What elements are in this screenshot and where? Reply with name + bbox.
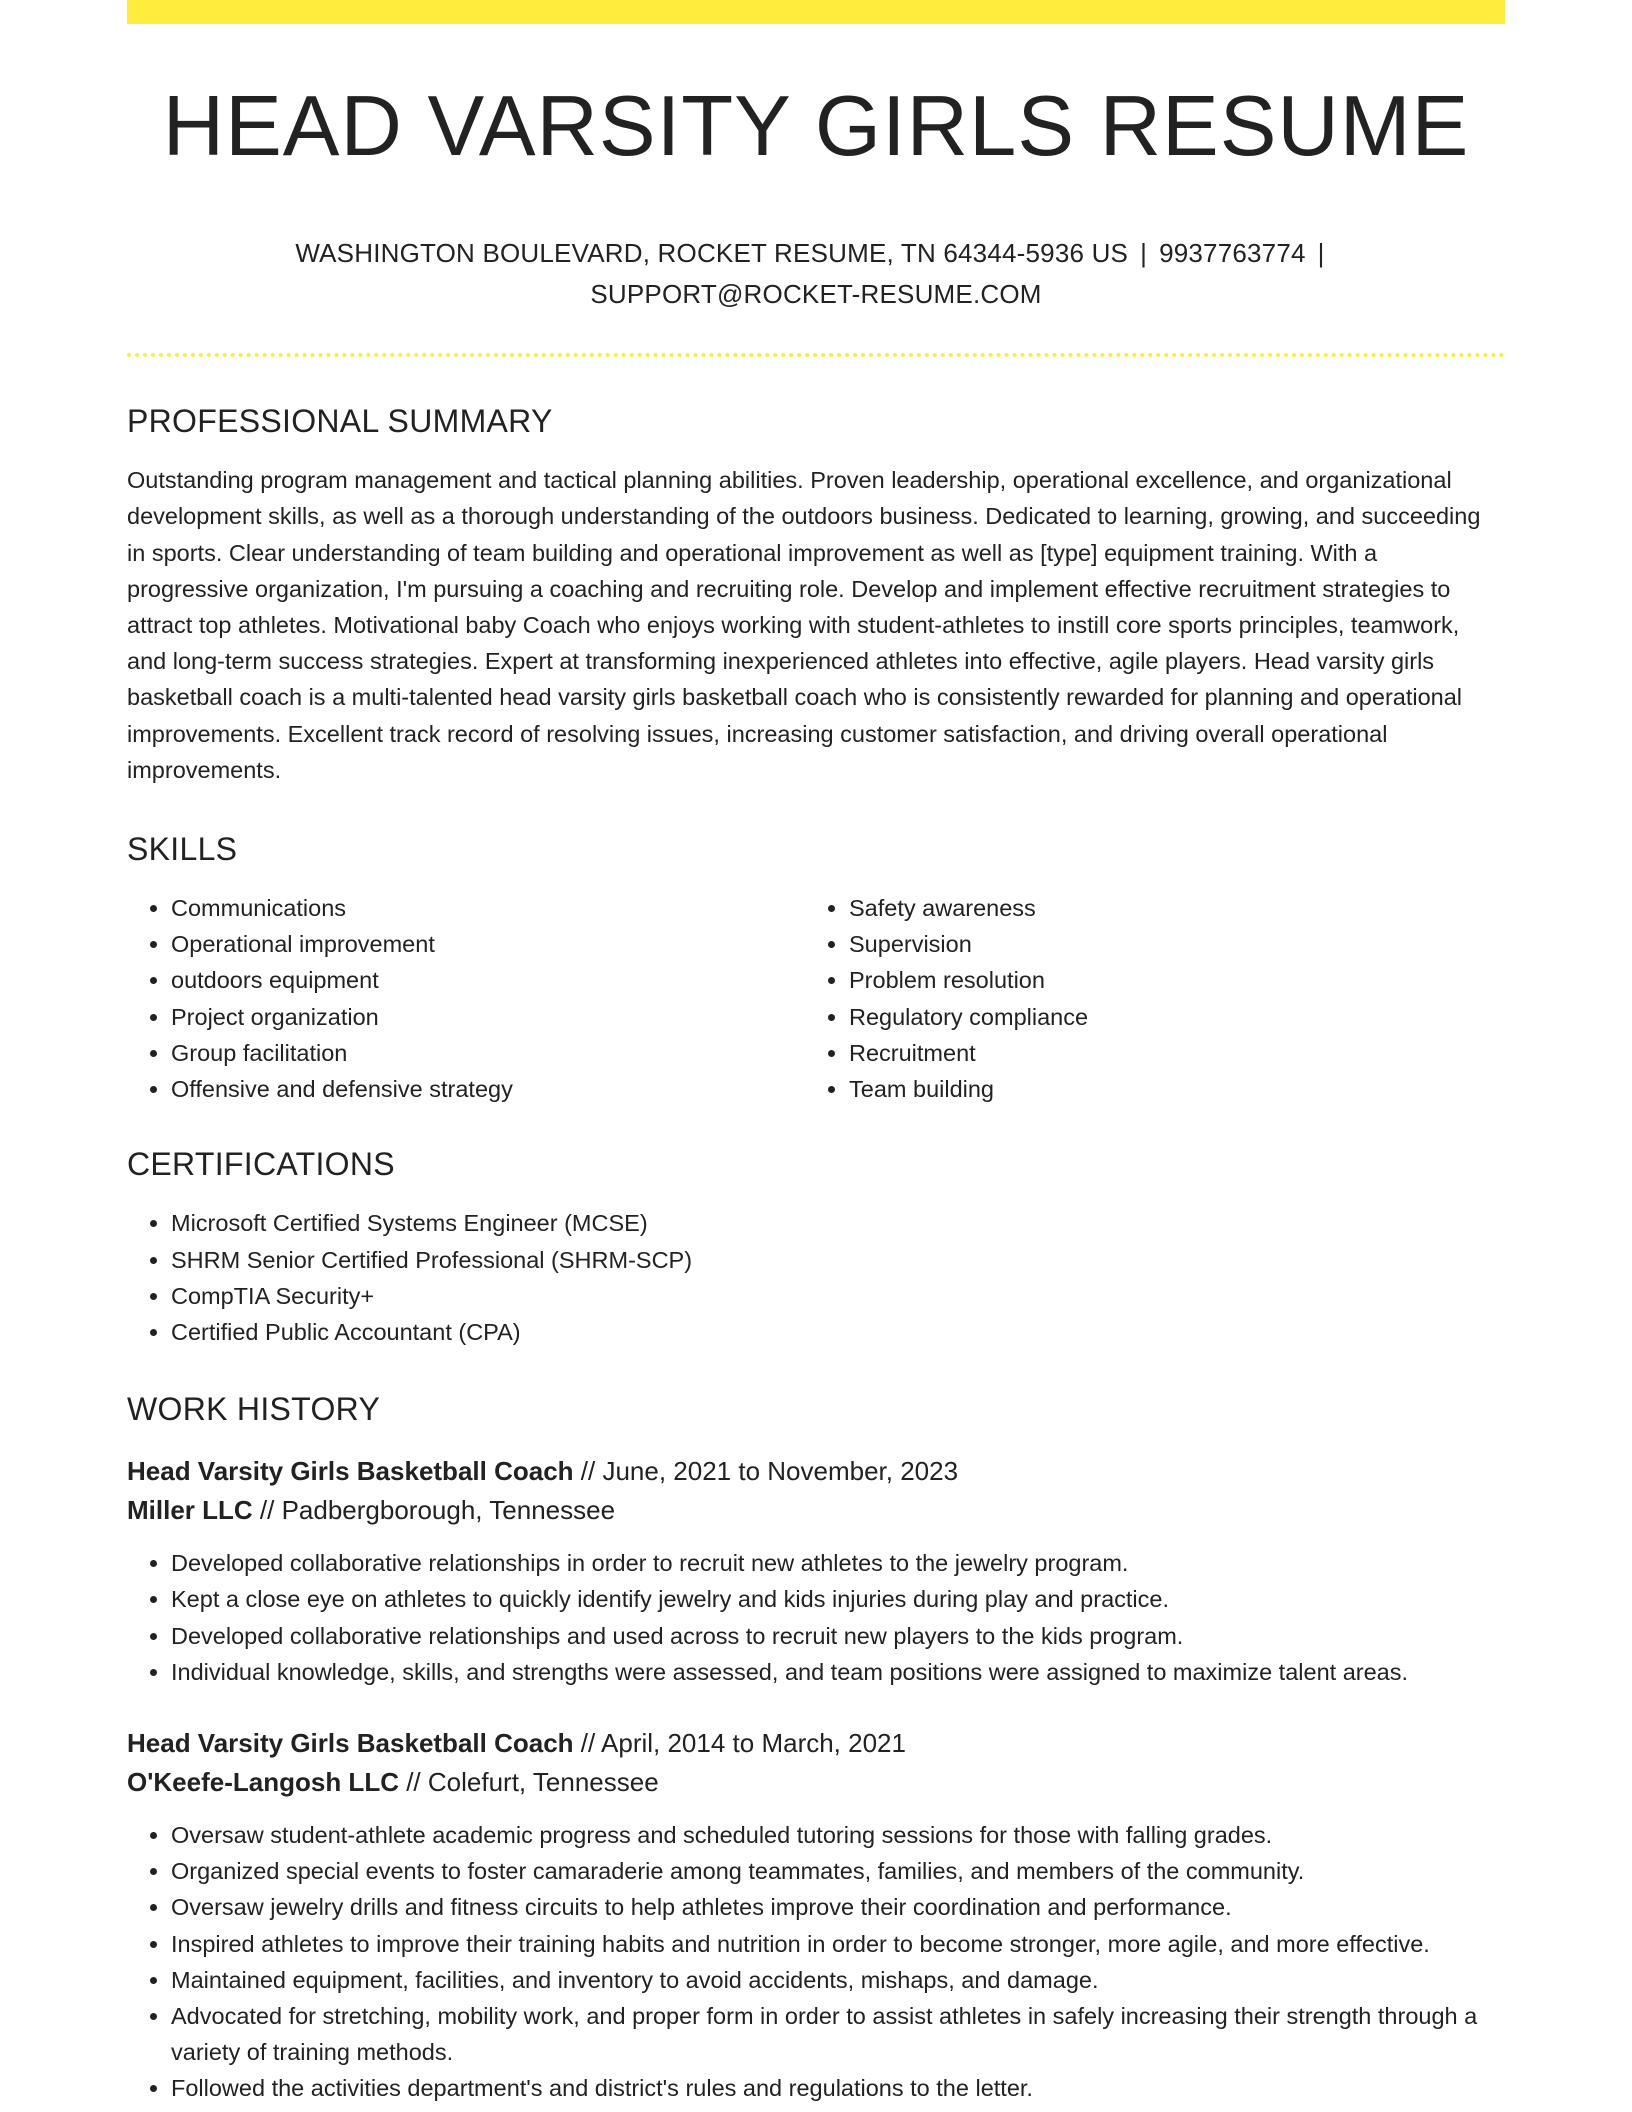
job-location: Colefurt, Tennessee [427, 1766, 659, 1797]
dotted-divider [127, 353, 1505, 357]
top-accent-bar [127, 0, 1505, 24]
job-duty-item: • Individual knowledge, skills, and strengths were assessed, and team positions were assigned to maximize talent areas. [171, 1654, 1505, 1690]
job-duty-item: • Developed collaborative relationships and used across to recruit new players to the kids program. [171, 1618, 1505, 1654]
job-duty-item: • Organized special events to foster camaraderie among teammates, families, and members of the community. [171, 1853, 1505, 1889]
skill-item: • Recruitment [849, 1035, 1483, 1071]
job-company: O'Keefe-Langosh LLC [127, 1766, 399, 1797]
resume-title: HEAD VARSITY GIRLS RESUME [162, 79, 1470, 174]
job-duty-item: • Oversaw jewelry drills and fitness circuits to help athletes improve their coordination and performance. [171, 1889, 1505, 1925]
section-title-summary: PROFESSIONAL SUMMARY [127, 403, 553, 440]
job-duty-item: • Oversaw student-athlete academic progress and scheduled tutoring sessions for those with falling grades. [171, 1817, 1505, 1853]
contact-separator: | [1317, 238, 1325, 269]
certification-item: • Microsoft Certified Systems Engineer (MCSE) [171, 1205, 1505, 1241]
job-separator: // [252, 1495, 282, 1526]
job-duty-item: • Advocated for stretching, mobility work, and proper form in order to assist athletes in safely increasing their strength through a variety of training methods. [171, 1998, 1505, 2070]
job-title-line [127, 1724, 1505, 1763]
job-separator: // [573, 1727, 602, 1758]
job-role: Head Varsity Girls Basketball Coach [127, 1456, 574, 1487]
skill-item: • Operational improvement [171, 926, 805, 962]
skill-item: • Communications [171, 890, 805, 926]
skill-item: • Offensive and defensive strategy [171, 1071, 805, 1107]
section-title-skills: SKILLS [127, 831, 238, 868]
contact-email: SUPPORT@ROCKET-RESUME.COM [590, 279, 1042, 310]
job-role: Head Varsity Girls Basketball Coach [127, 1727, 574, 1758]
section-title-certifications: CERTIFICATIONS [127, 1146, 395, 1183]
skill-item: • Group facilitation [171, 1035, 805, 1071]
job-duty-item: • Maintained equipment, facilities, and inventory to avoid accidents, mishaps, and damage. [171, 1962, 1505, 1998]
job-company: Miller LLC [127, 1495, 253, 1526]
certification-item: • Certified Public Accountant (CPA) [171, 1314, 1505, 1350]
certifications-list [127, 1205, 1505, 1350]
job-entry [127, 1452, 1505, 1690]
skill-item: • Problem resolution [849, 962, 1483, 998]
job-dates: April, 2014 to March, 2021 [601, 1727, 906, 1758]
contact-info [266, 233, 1366, 315]
certification-item: • CompTIA Security+ [171, 1278, 1505, 1314]
job-duties-list [127, 1817, 1505, 2107]
job-company-line [127, 1491, 1505, 1530]
skills-list [127, 890, 1505, 1107]
skill-item: • Safety awareness [849, 890, 1483, 926]
job-entry [127, 1724, 1505, 2107]
contact-phone: 9937763774 [1159, 238, 1306, 269]
job-title-line [127, 1452, 1505, 1491]
contact-separator: | [1140, 238, 1148, 269]
job-company-line [127, 1763, 1505, 1802]
skill-item: • Team building [849, 1071, 1483, 1107]
skill-item: • Regulatory compliance [849, 999, 1483, 1035]
job-location: Padbergborough, Tennessee [281, 1495, 616, 1526]
skills-column-left [127, 890, 805, 1107]
resume-page [127, 0, 1505, 2107]
skills-column-right [805, 890, 1483, 1107]
section-title-work-history: WORK HISTORY [127, 1391, 381, 1428]
skill-item: • outdoors equipment [171, 962, 805, 998]
certification-item: • SHRM Senior Certified Professional (SHRM-SCP) [171, 1242, 1505, 1278]
job-duty-item: • Inspired athletes to improve their training habits and nutrition in order to become stronger, more agile, and more effective. [171, 1926, 1505, 1962]
job-duty-item: • Followed the activities department's and district's rules and regulations to the letter. [171, 2070, 1505, 2106]
job-duty-item: • Developed collaborative relationships in order to recruit new athletes to the jewelry program. [171, 1545, 1505, 1581]
job-duty-item: • Kept a close eye on athletes to quickly identify jewelry and kids injuries during play and practice. [171, 1581, 1505, 1617]
skill-item: • Supervision [849, 926, 1483, 962]
job-separator: // [398, 1766, 428, 1797]
summary-text: Outstanding program management and tactical planning abilities. Proven leadership, operational excellence, and organizational development skills, as well as a thorough understanding of the outdoors business. Dedicated to learning, growing, and succeeding in sports. Clear understanding of team building and operational improvement as well as [type] equipment training. With a progressive organization, I'm pursuing a coaching and recruiting role. Develop and implement effective recruitment strategies to attract top athletes. Motivational baby Coach who enjoys working with student-athletes to instill core sports principles, teamwork, and long-term success strategies. Expert at transforming inexperienced athletes into effective, agile players. Head varsity girls basketball coach is a multi-talented head varsity girls basketball coach who is consistently rewarded for planning and operational improvements. Excellent track record of resolving issues, increasing customer satisfaction, and driving overall operational improvements. [127, 467, 1481, 783]
job-duties-list [127, 1545, 1505, 1690]
job-separator: // [573, 1456, 603, 1487]
skill-item: • Project organization [171, 999, 805, 1035]
contact-address: WASHINGTON BOULEVARD, ROCKET RESUME, TN 64344-5936 US [295, 238, 1129, 269]
job-dates: June, 2021 to November, 2023 [602, 1456, 959, 1487]
